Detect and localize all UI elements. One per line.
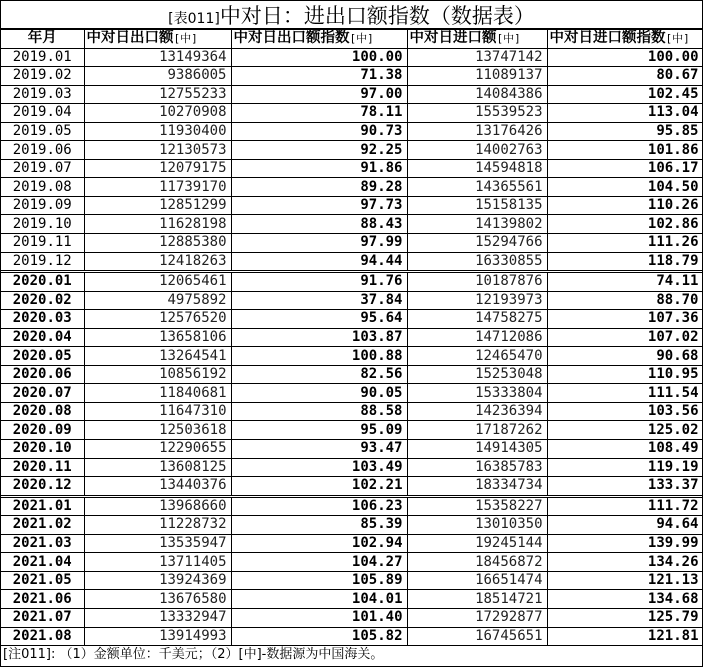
table-row [1, 365, 703, 384]
table-row [1, 328, 703, 347]
cell-import-index: 111.26 [547, 234, 703, 253]
cell-year-month: 2019.11 [1, 234, 84, 253]
cell-export-amount: 13332947 [84, 608, 231, 627]
cell-year-month: 2020.11 [1, 458, 84, 477]
trade-index-table [1, 29, 703, 646]
cell-year-month: 2019.12 [1, 252, 84, 272]
header-import-index [547, 30, 703, 49]
table-row [1, 590, 703, 609]
cell-import-index: 133.37 [547, 477, 703, 497]
cell-export-amount: 12885380 [84, 234, 231, 253]
cell-import-index: 90.68 [547, 347, 703, 366]
cell-export-amount: 12755233 [84, 85, 231, 104]
cell-import-index: 106.17 [547, 159, 703, 178]
cell-year-month: 2019.06 [1, 141, 84, 160]
cell-import-amount: 14594818 [407, 159, 547, 178]
cell-import-amount: 12465470 [407, 347, 547, 366]
cell-export-index: 102.21 [231, 477, 407, 497]
header-import-amount [407, 30, 547, 49]
cell-export-amount: 12065461 [84, 272, 231, 292]
cell-export-amount: 12503618 [84, 421, 231, 440]
cell-import-index: 111.72 [547, 496, 703, 516]
header-year-month [1, 30, 84, 49]
cell-export-index: 97.99 [231, 234, 407, 253]
cell-export-amount: 13914993 [84, 627, 231, 646]
cell-export-index: 105.89 [231, 571, 407, 590]
cell-export-amount: 12576520 [84, 310, 231, 329]
cell-export-amount: 12079175 [84, 159, 231, 178]
cell-import-index: 108.49 [547, 440, 703, 459]
cell-import-amount: 14758275 [407, 310, 547, 329]
cell-import-amount: 13747142 [407, 48, 547, 67]
cell-import-amount: 13010350 [407, 516, 547, 535]
cell-import-index: 125.02 [547, 421, 703, 440]
cell-import-amount: 14139802 [407, 215, 547, 234]
table-row [1, 141, 703, 160]
table-title [1, 1, 702, 29]
cell-export-index: 71.38 [231, 67, 407, 86]
cell-import-index: 111.54 [547, 384, 703, 403]
table-row [1, 252, 703, 272]
cell-import-amount: 17292877 [407, 608, 547, 627]
cell-export-index: 101.40 [231, 608, 407, 627]
cell-year-month: 2019.02 [1, 67, 84, 86]
cell-export-amount: 13711405 [84, 553, 231, 572]
cell-import-index: 95.85 [547, 122, 703, 141]
cell-import-amount: 13176426 [407, 122, 547, 141]
table-row [1, 310, 703, 329]
cell-import-amount: 16330855 [407, 252, 547, 272]
cell-export-amount: 9386005 [84, 67, 231, 86]
cell-import-amount: 14914305 [407, 440, 547, 459]
table-row [1, 421, 703, 440]
cell-export-index: 92.25 [231, 141, 407, 160]
cell-import-index: 100.00 [547, 48, 703, 67]
cell-year-month: 2019.03 [1, 85, 84, 104]
cell-year-month: 2021.02 [1, 516, 84, 535]
cell-year-month: 2020.12 [1, 477, 84, 497]
table-row [1, 440, 703, 459]
cell-year-month: 2021.06 [1, 590, 84, 609]
cell-export-index: 93.47 [231, 440, 407, 459]
cell-import-index: 102.86 [547, 215, 703, 234]
cell-import-index: 74.11 [547, 272, 703, 292]
cell-export-amount: 10270908 [84, 104, 231, 123]
cell-import-amount: 14236394 [407, 402, 547, 421]
cell-year-month: 2019.05 [1, 122, 84, 141]
table-row [1, 272, 703, 292]
cell-export-amount: 11739170 [84, 178, 231, 197]
cell-import-index: 119.19 [547, 458, 703, 477]
cell-export-index: 95.09 [231, 421, 407, 440]
cell-import-index: 134.68 [547, 590, 703, 609]
cell-export-index: 103.49 [231, 458, 407, 477]
cell-export-amount: 10856192 [84, 365, 231, 384]
cell-year-month: 2021.07 [1, 608, 84, 627]
table-row [1, 496, 703, 516]
table-row [1, 215, 703, 234]
cell-year-month: 2020.09 [1, 421, 84, 440]
header-source: [中] [173, 32, 198, 46]
table-title-text: 中对日：进出口额指数（数据表） [219, 4, 535, 28]
cell-export-amount: 4975892 [84, 291, 231, 310]
table-row [1, 608, 703, 627]
table-row [1, 291, 703, 310]
cell-export-amount: 13924369 [84, 571, 231, 590]
table-code: [表011] [168, 11, 220, 27]
table-row [1, 347, 703, 366]
header-label: 年月 [27, 30, 57, 47]
cell-year-month: 2021.05 [1, 571, 84, 590]
cell-export-index: 90.73 [231, 122, 407, 141]
table-row [1, 122, 703, 141]
cell-import-amount: 18334734 [407, 477, 547, 497]
cell-year-month: 2020.05 [1, 347, 84, 366]
cell-year-month: 2020.03 [1, 310, 84, 329]
cell-import-index: 113.04 [547, 104, 703, 123]
table-row [1, 234, 703, 253]
cell-import-amount: 14365561 [407, 178, 547, 197]
cell-import-index: 110.95 [547, 365, 703, 384]
table-row [1, 534, 703, 553]
cell-year-month: 2019.08 [1, 178, 84, 197]
cell-import-amount: 18456872 [407, 553, 547, 572]
table-row [1, 48, 703, 67]
table-row [1, 477, 703, 497]
table-row [1, 159, 703, 178]
cell-import-amount: 15253048 [407, 365, 547, 384]
cell-import-amount: 15294766 [407, 234, 547, 253]
cell-import-index: 102.45 [547, 85, 703, 104]
cell-year-month: 2019.04 [1, 104, 84, 123]
header-export-amount [84, 30, 231, 49]
cell-export-index: 102.94 [231, 534, 407, 553]
table-row [1, 104, 703, 123]
cell-export-amount: 13608125 [84, 458, 231, 477]
cell-year-month: 2020.04 [1, 328, 84, 347]
cell-export-index: 90.05 [231, 384, 407, 403]
cell-import-index: 107.02 [547, 328, 703, 347]
cell-export-index: 91.76 [231, 272, 407, 292]
cell-import-index: 107.36 [547, 310, 703, 329]
cell-export-index: 88.43 [231, 215, 407, 234]
cell-import-amount: 14712086 [407, 328, 547, 347]
cell-export-index: 78.11 [231, 104, 407, 123]
table-row [1, 402, 703, 421]
cell-export-index: 94.44 [231, 252, 407, 272]
cell-import-index: 110.26 [547, 196, 703, 215]
header-label: 中对日出口额指数 [233, 30, 350, 47]
header-label: 中对日出口额 [86, 30, 174, 47]
cell-export-index: 82.56 [231, 365, 407, 384]
cell-export-amount: 13149364 [84, 48, 231, 67]
table-row [1, 196, 703, 215]
cell-import-amount: 15333804 [407, 384, 547, 403]
cell-year-month: 2020.01 [1, 272, 84, 292]
cell-import-index: 134.26 [547, 553, 703, 572]
cell-import-index: 94.64 [547, 516, 703, 535]
header-label: 中对日进口额指数 [549, 30, 666, 47]
cell-year-month: 2019.07 [1, 159, 84, 178]
cell-year-month: 2021.03 [1, 534, 84, 553]
cell-import-index: 104.50 [547, 178, 703, 197]
cell-import-index: 103.56 [547, 402, 703, 421]
cell-export-amount: 12130573 [84, 141, 231, 160]
cell-year-month: 2020.10 [1, 440, 84, 459]
cell-export-amount: 11228732 [84, 516, 231, 535]
cell-import-index: 121.81 [547, 627, 703, 646]
table-row [1, 553, 703, 572]
footnote: [注011]: （1）金额单位：千美元；（2）[中]-数据源为中国海关。 [3, 647, 384, 662]
cell-import-amount: 12193973 [407, 291, 547, 310]
cell-import-amount: 14084386 [407, 85, 547, 104]
cell-year-month: 2021.08 [1, 627, 84, 646]
cell-year-month: 2021.01 [1, 496, 84, 516]
cell-export-amount: 12851299 [84, 196, 231, 215]
cell-export-amount: 11628198 [84, 215, 231, 234]
cell-export-amount: 13440376 [84, 477, 231, 497]
cell-import-amount: 16651474 [407, 571, 547, 590]
cell-import-amount: 19245144 [407, 534, 547, 553]
cell-import-index: 88.70 [547, 291, 703, 310]
table-row [1, 178, 703, 197]
cell-export-index: 103.87 [231, 328, 407, 347]
header-source: [中] [665, 32, 690, 46]
cell-import-index: 118.79 [547, 252, 703, 272]
cell-export-index: 100.88 [231, 347, 407, 366]
cell-import-index: 80.67 [547, 67, 703, 86]
cell-export-index: 106.23 [231, 496, 407, 516]
cell-import-index: 139.99 [547, 534, 703, 553]
cell-year-month: 2020.06 [1, 365, 84, 384]
table-row [1, 516, 703, 535]
cell-export-amount: 12290655 [84, 440, 231, 459]
cell-export-index: 104.01 [231, 590, 407, 609]
cell-import-amount: 17187262 [407, 421, 547, 440]
cell-import-index: 121.13 [547, 571, 703, 590]
header-export-index [231, 30, 407, 49]
cell-import-amount: 11089137 [407, 67, 547, 86]
header-source: [中] [349, 32, 374, 46]
cell-export-index: 104.27 [231, 553, 407, 572]
cell-export-index: 85.39 [231, 516, 407, 535]
cell-import-amount: 10187876 [407, 272, 547, 292]
header-source: [中] [496, 32, 521, 46]
cell-export-index: 97.73 [231, 196, 407, 215]
cell-import-amount: 18514721 [407, 590, 547, 609]
cell-export-amount: 11930400 [84, 122, 231, 141]
cell-export-amount: 12418263 [84, 252, 231, 272]
table-body [1, 48, 703, 646]
cell-year-month: 2019.09 [1, 196, 84, 215]
table-row [1, 384, 703, 403]
cell-year-month: 2019.10 [1, 215, 84, 234]
cell-export-index: 97.00 [231, 85, 407, 104]
table-row [1, 571, 703, 590]
cell-export-amount: 11840681 [84, 384, 231, 403]
cell-import-index: 101.86 [547, 141, 703, 160]
cell-export-index: 105.82 [231, 627, 407, 646]
cell-export-amount: 11647310 [84, 402, 231, 421]
cell-year-month: 2020.07 [1, 384, 84, 403]
table-row [1, 458, 703, 477]
cell-export-index: 95.64 [231, 310, 407, 329]
cell-year-month: 2019.01 [1, 48, 84, 67]
cell-export-amount: 13264541 [84, 347, 231, 366]
cell-export-amount: 13658106 [84, 328, 231, 347]
cell-export-index: 89.28 [231, 178, 407, 197]
cell-export-amount: 13535947 [84, 534, 231, 553]
cell-export-index: 91.86 [231, 159, 407, 178]
cell-export-amount: 13676580 [84, 590, 231, 609]
table-row [1, 67, 703, 86]
cell-import-amount: 15158135 [407, 196, 547, 215]
cell-year-month: 2020.08 [1, 402, 84, 421]
cell-export-index: 88.58 [231, 402, 407, 421]
header-label: 中对日进口额 [409, 30, 497, 47]
cell-year-month: 2020.02 [1, 291, 84, 310]
cell-export-index: 37.84 [231, 291, 407, 310]
cell-import-amount: 15539523 [407, 104, 547, 123]
cell-import-index: 125.79 [547, 608, 703, 627]
cell-import-amount: 16745651 [407, 627, 547, 646]
cell-export-amount: 13968660 [84, 496, 231, 516]
cell-export-index: 100.00 [231, 48, 407, 67]
cell-year-month: 2021.04 [1, 553, 84, 572]
table-row [1, 85, 703, 104]
cell-import-amount: 16385783 [407, 458, 547, 477]
header-row [1, 30, 703, 49]
cell-import-amount: 14002763 [407, 141, 547, 160]
cell-import-amount: 15358227 [407, 496, 547, 516]
